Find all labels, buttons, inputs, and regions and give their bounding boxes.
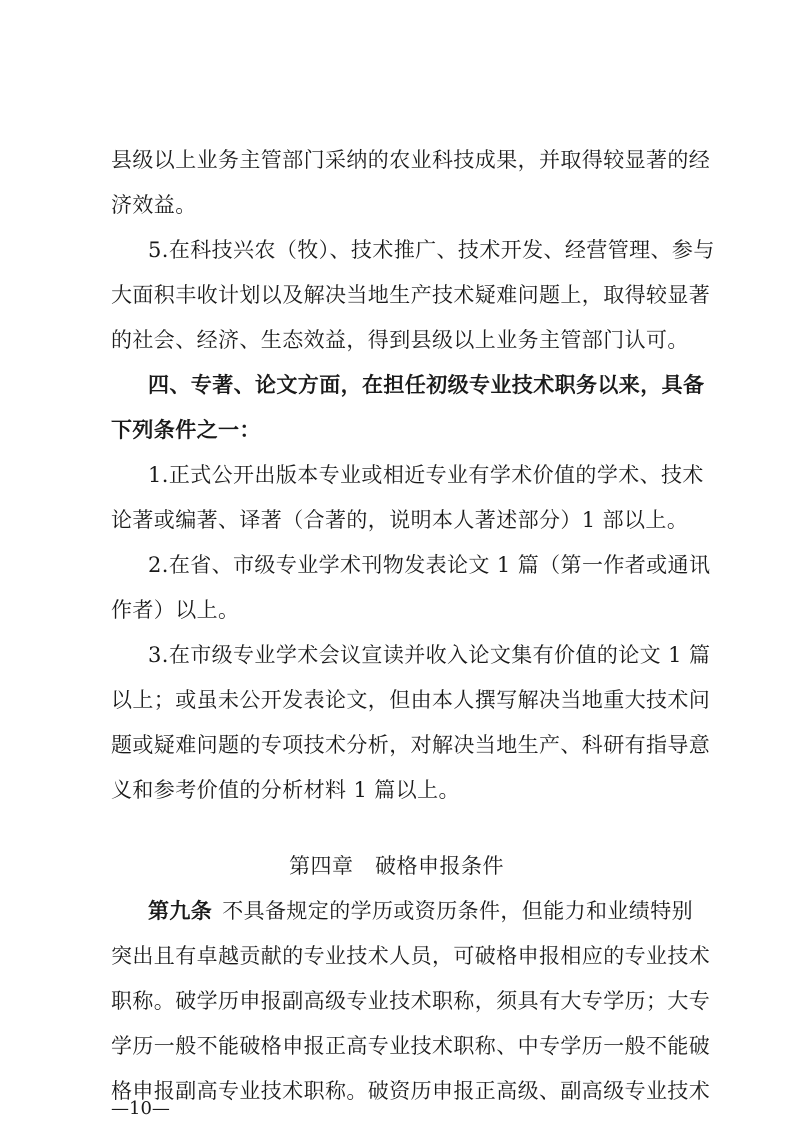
section-heading-line: 下列条件之一： xyxy=(111,417,261,442)
body-line: 的社会、经济、生态效益，得到县级以上业务主管部门认可。 xyxy=(111,328,689,352)
body-line: 论著或编著、译著（合著的，说明本人著述部分）1 部以上。 xyxy=(111,508,689,532)
body-line: 题或疑难问题的专项技术分析，对解决当地生产、科研有指导意 xyxy=(111,733,711,757)
page-number: —10— xyxy=(111,1098,170,1119)
article-first-line xyxy=(148,897,693,925)
item-5-line: 5.在科技兴农（牧）、技术推广、技术开发、经营管理、参与 xyxy=(148,238,715,262)
body-line: 作者）以上。 xyxy=(111,598,240,622)
body-line: 县级以上业务主管部门采纳的农业科技成果，并取得较显著的经 xyxy=(111,148,711,172)
article-line: 突出且有卓越贡献的专业技术人员，可破格申报相应的专业技术 xyxy=(111,944,711,968)
body-line: 济效益。 xyxy=(111,193,197,217)
body-line: 义和参考价值的分析材料 1 篇以上。 xyxy=(111,778,460,802)
section-heading-line: 四、专著、论文方面，在担任初级专业技术职务以来，具备 xyxy=(148,372,705,397)
article-line: 职称。破学历申报副高级专业技术职称，须具有大专学历；大专 xyxy=(111,989,711,1013)
chapter-title: 第四章 破格申报条件 xyxy=(289,854,504,878)
article-line: 格申报副高专业技术职称。破资历申报正高级、副高级专业技术 xyxy=(111,1079,711,1103)
article-line: 学历一般不能破格申报正高专业技术职称、中专学历一般不能破 xyxy=(111,1034,711,1058)
item-1-line: 1.正式公开出版本专业或相近专业有学术价值的学术、技术 xyxy=(148,463,704,487)
body-line: 以上；或虽未公开发表论文，但由本人撰写解决当地重大技术问 xyxy=(111,688,711,712)
item-3-line: 3.在市级专业学术会议宣读并收入论文集有价值的论文 1 篇 xyxy=(148,643,711,667)
article-label: 第九条 xyxy=(148,898,213,923)
article-text: 不具备规定的学历或资历条件，但能力和业绩特别 xyxy=(222,899,694,923)
item-2-line: 2.在省、市级专业学术刊物发表论文 1 篇（第一作者或通讯 xyxy=(148,553,711,577)
body-line: 大面积丰收计划以及解决当地生产技术疑难问题上，取得较显著 xyxy=(111,283,711,307)
